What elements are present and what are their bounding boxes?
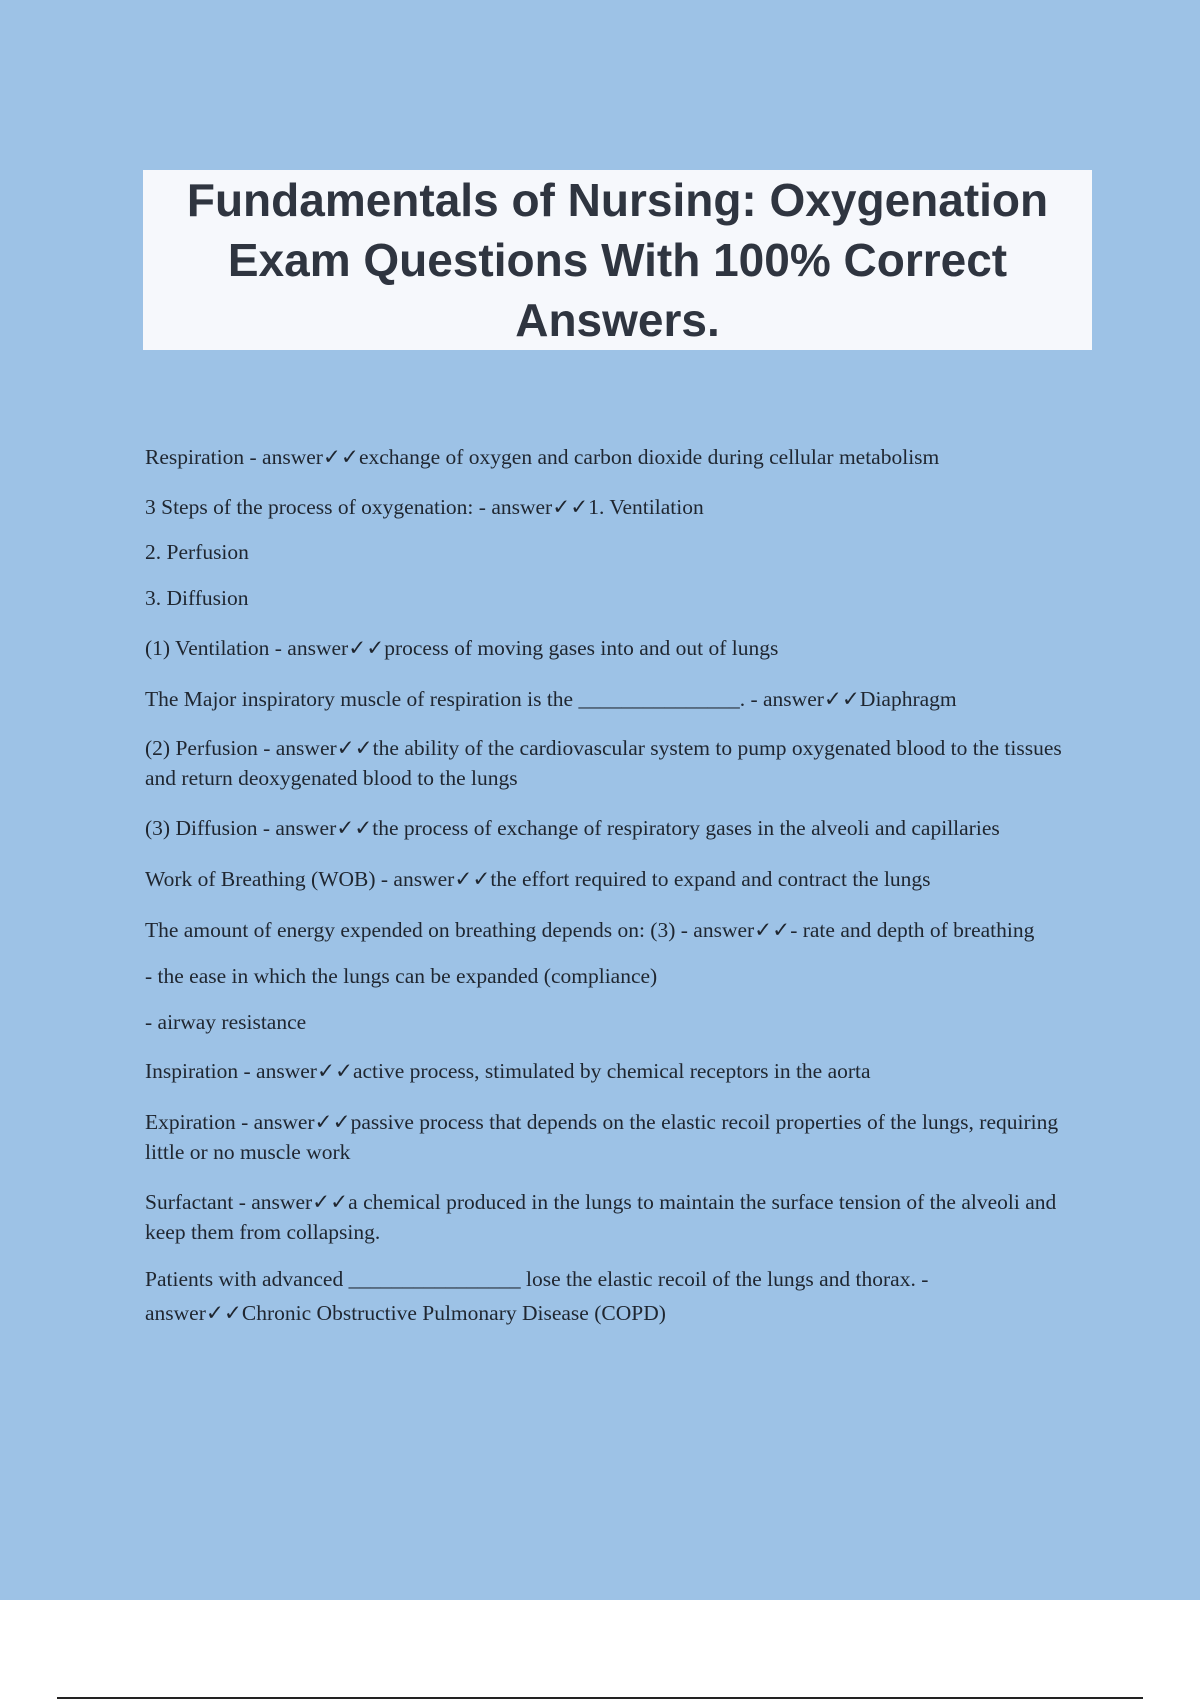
qa-line: Inspiration - answer✓✓active process, stimulated by chemical receptors in the aorta — [145, 1059, 871, 1083]
qa-line: The Major inspiratory muscle of respiration is the _______________. - answer✓✓Diaphragm — [145, 687, 957, 711]
qa-line: (3) Diffusion - answer✓✓the process of exchange of respiratory gases in the alveoli and capillaries — [145, 816, 1000, 840]
qa-line: 3. Diffusion — [145, 586, 249, 610]
qa-line: (2) Perfusion - answer✓✓the ability of the cardiovascular system to pump oxygenated blood to the tissues and return deoxygenated blood to the lungs — [145, 736, 1062, 790]
qa-line: 2. Perfusion — [145, 540, 249, 564]
qa-line: Surfactant - answer✓✓a chemical produced in the lungs to maintain the surface tension of the alveoli and keep them from collapsing. — [145, 1190, 1057, 1244]
document-title: Fundamentals of Nursing: Oxygenation Exam Questions With 100% Correct Answers. — [186, 174, 1049, 346]
title-box — [143, 170, 1092, 350]
qa-line: - the ease in which the lungs can be expanded (compliance) — [145, 964, 658, 988]
question-list — [145, 442, 1090, 1330]
qa-line: 3 Steps of the process of oxygenation: - answer✓✓1. Ventilation — [145, 495, 704, 519]
qa-line: Patients with advanced ________________ lose the elastic recoil of the lungs and thorax. - answer✓✓Chronic Obstructive Pulmonary Disease (COPD) — [145, 1267, 929, 1325]
qa-line: - airway resistance — [145, 1010, 307, 1034]
qa-line: Expiration - answer✓✓passive process that depends on the elastic recoil properties of the lungs, requiring little or no muscle work — [145, 1110, 1059, 1164]
qa-line: Work of Breathing (WOB) - answer✓✓the effort required to expand and contract the lungs — [145, 867, 931, 891]
qa-line: Respiration - answer✓✓exchange of oxygen and carbon dioxide during cellular metabolism — [145, 445, 940, 469]
qa-line: (1) Ventilation - answer✓✓process of moving gases into and out of lungs — [145, 636, 779, 660]
qa-line: The amount of energy expended on breathing depends on: (3) - answer✓✓- rate and depth of breathing — [145, 918, 1035, 942]
footer-rule — [57, 1697, 1143, 1699]
